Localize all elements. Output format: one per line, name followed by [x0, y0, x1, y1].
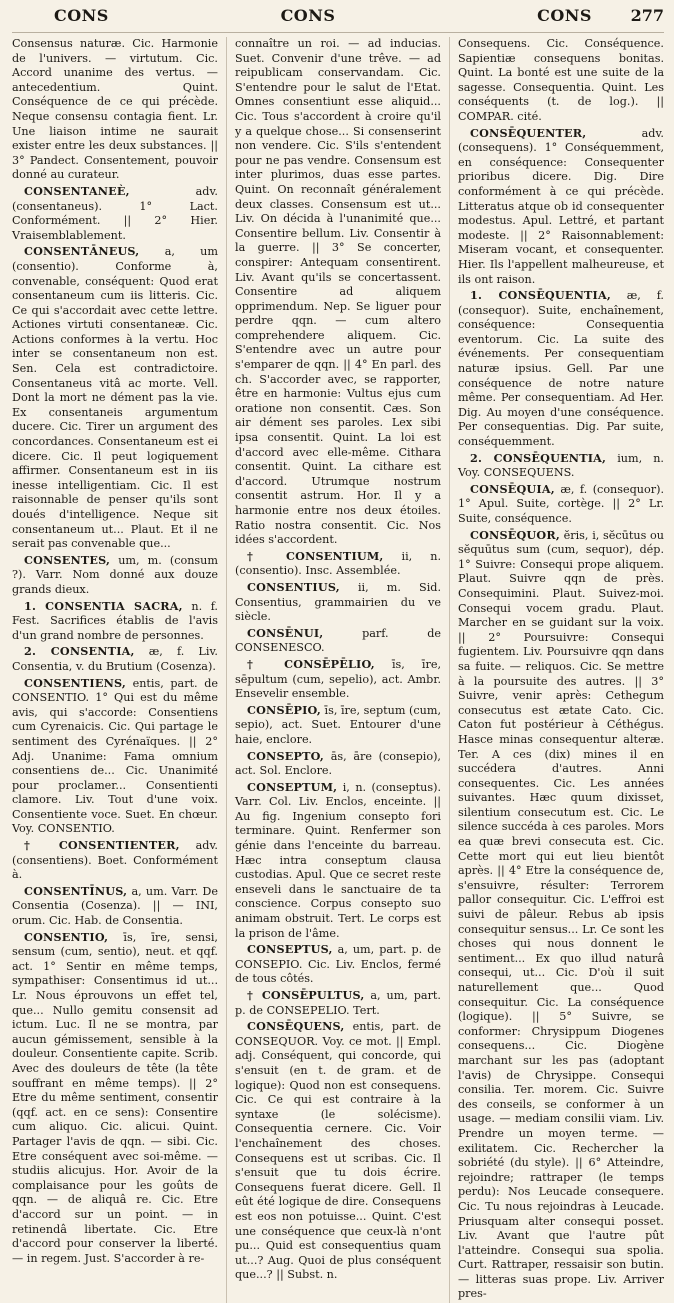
entry-text: a, um, part. p. de CONSEPELIO. Tert.	[235, 989, 441, 1017]
entry-headword: CONSĒPIO,	[247, 702, 321, 717]
dictionary-entry	[235, 703, 441, 748]
entry-text: n. f. Fest. Sacrifices établis de l'avis d'un grand nombre de personnes.	[12, 599, 218, 642]
entry-text: æ, f. (consequor). Suite, enchaînement, conséquence: Consequentia eventorum. Cic. La suite des événements. Per consequentiam naturæ ipsius. Gell. Par une conséquence de notre nature même. Per consequentiam. Ad Her. Dig. Au moyen d'une conséquence. Per consequentias. Dig. Par suite, conséquemment.	[458, 289, 664, 449]
dictionary-entry	[235, 988, 441, 1018]
dictionary-entry	[458, 451, 664, 481]
dictionary-entry	[458, 37, 664, 125]
entry-headword: CONSĒQUIA,	[470, 481, 555, 496]
column-3	[449, 37, 664, 1303]
entry-headword: † CONSENTIENTER,	[24, 838, 180, 853]
text-columns	[12, 33, 664, 1303]
page-number: 277	[630, 6, 664, 25]
entry-text: parf. de CONSENESCO.	[235, 626, 441, 655]
entry-text: a, um (consentio). Conforme à, convenable, conséquent: Quod erat consentaneum cum iis litteris. Cic. Ce qui s'accordait avec cette lettre. Actiones virtuti consentaneæ. Cic. Actions conformes à la vertu. Hoc inter se consentaneum non est. Sen. Cela est contradictoire. Consentaneus vitâ ac morte. Vell. Dont la mort ne dément pas la vie. Ex consentaneis argumentum ducere. Cic. Tirer un argument des concordances. Consentaneum est ei dicere. Cic. Il peut logiquement affirmer. Consentaneum est in iis inesse intelligentiam. Cic. Il est raisonnable de penser qu'ils sont doués d'intelligence. Neque sit consentaneum ut... Plaut. Et il ne serait pas convenable que...	[12, 245, 218, 551]
guide-word-center: CONS	[280, 6, 336, 25]
entry-text: adv. (consentaneus). 1° Lact. Conformément. || 2° Hier. Vraisemblablement.	[12, 184, 218, 242]
dictionary-entry	[12, 676, 218, 838]
dictionary-entry	[12, 838, 218, 883]
entry-headword: 2. CONSĒQUENTIA,	[470, 450, 607, 465]
dictionary-entry	[458, 482, 664, 527]
entry-headword: † CONSENTIUM,	[247, 548, 384, 563]
guide-word-left: CONS	[54, 6, 109, 25]
entry-headword: CONSENTIENS,	[24, 675, 126, 690]
dictionary-entry	[235, 626, 441, 656]
guide-word-right: CONS	[537, 6, 592, 25]
entry-text: adv. (consequens). 1° Conséquemment, en conséquence: Consequenter prioribus dicere. Dig. Dire conformément à ce qui précède. Litteratus atque ob id consequenter modestus. Apul. Lettré, et partant modeste. || 2° Raisonnablement: Miseram vocant, et consequenter. Hier. Ils l'appellent malheureuse, et ils ont raison.	[458, 126, 664, 286]
entry-headword: 2. CONSENTIA,	[24, 644, 135, 659]
dictionary-entry	[235, 942, 441, 987]
entry-headword: CONSENTES,	[24, 552, 111, 567]
entry-headword: † CONSĒPULTUS,	[247, 988, 365, 1002]
entry-text: ii, n. (consentio). Insc. Assemblée.	[235, 549, 441, 578]
entry-text: ās, āre (consepio), act. Sol. Enclore.	[235, 749, 441, 778]
entry-text: ĕris, i, sĕcūtus ou sĕquūtus sum (cum, sequor), dép. 1° Suivre: Consequi prope aliquem. Plaut. Suivre qqn de près. Consequimini. Plaut. Suivez-moi. Consequi vocem gradu. Plaut. Marcher en se guidant sur la voix. || 2° Poursuivre: Consequi fugientem. Liv. Poursuivre qqn dans sa fuite. — reliquos. Cic. Se mettre à la poursuite des autres. || 3° Suivre, venir après: Cethegum consecutus est ætate Cato. Cic. Caton fut postérieur à Céthégus. Hasce minas consequentur alteræ. Ter. A ces (dix) mines il en succédera d'autres. Anni consequentes. Cic. Les années suivantes. Hæc quum dixisset, silentium consecutum est. Cic. Le silence succéda à ces paroles. Mors ea quæ brevi consecuta est. Cic. Cette mort qui eut lieu bientôt après. || 4° Etre la conséquence de, s'ensuivre, résulter: Terrorem pallor consequitur. Cic. L'effroi est suivi de pâleur. Rebus ab ipsis consequitur sensus... Lr. Ce sont les choses qui nous donnent le sentiment... Ex quo illud naturâ consequi, ut... Cic. D'où il suit naturellement que... Quod consequitur. Cic. La conséquence (logique). || 5° Suivre, se conformer: Chrysippum Diogenes consequens... Cic. Diogène marchant sur les pas (adoptant l'avis) de Chrysippe. Consequi consilia. Ter. morem. Cic. Suivre des conseils, se conformer à un usage. — mediam consilii viam. Liv. Prendre un moyen terme. — exilitatem. Cic. Rechercher la sobriété (du style). || 6° Atteindre, rejoindre; rattraper (le temps perdu): Nos Leucade consequere. Cic. Tu nous rejoindras à Leucade. Priusquam alter consequi posset. Liv. Avant que l'autre pût l'atteindre. Consequi sua spolia. Curt. Rattraper, ressaisir son butin. — litteras suas prope. Liv. Arriver pres-	[458, 528, 664, 1301]
entry-text: īs, īre, septum (cum, sepio), act. Suet. Entourer d'une haie, enclore.	[235, 703, 442, 746]
entry-text: connaître un roi. — ad inducias. Suet. Convenir d'une trêve. — ad reipublicam conservandam. Cic. S'entendre pour le salut de l'Etat. Omnes consentiunt esse aliquid... Cic. Tous s'accordent à croire qu'il y a quelque chose... Si consenserint non vendere. Cic. S'ils s'entendent pour ne pas vendre. Consensum est inter plurimos, duas esse partes. Quint. On reconnaît généralement deux classes. Consensum est ut... Liv. On décida à l'unanimité que... Consentire bellum. Liv. Consentir à la guerre. || 3° Se concerter, conspirer: Antequam consentirent. Liv. Avant qu'ils se concertassent. Consentire ad aliquem opprimendum. Nep. Se liguer pour perdre qqn. — cum altero comprehendere aliquem. Cic. S'entendre avec un autre pour s'emparer de qqn. || 4° En parl. des ch. S'accorder avec, se rapporter, être en harmonie: Vultus ejus cum oratione non consentit. Cæs. Son air dément ses paroles. Lex sibi ipsa consentit. Quint. La loi est d'accord avec elle-même. Cithara consentit. Quint. La cithare est d'accord. Utrumque nostrum consentit astrum. Hor. Il y a harmonie entre nos deux étoiles. Ratio nostra consentit. Cic. Nos idées s'accordent.	[235, 37, 441, 547]
dictionary-entry	[235, 780, 441, 942]
dictionary-entry	[12, 599, 218, 644]
entry-headword: CONSEPTO,	[247, 748, 325, 763]
entry-text: a, um. Varr. De Consentia (Cosenza). || — INI, orum. Cic. Hab. de Consentia.	[12, 884, 218, 928]
dictionary-entry	[458, 288, 664, 450]
dictionary-entry	[458, 528, 664, 1302]
dictionary-entry	[12, 244, 218, 551]
entry-headword: CONSENTIO,	[24, 929, 109, 944]
entry-headword: CONSENTIUS,	[247, 579, 340, 594]
running-header	[12, 6, 664, 33]
entry-text: ii, m. Sid. Consentius, grammairien du ve siècle.	[235, 580, 442, 624]
entry-headword: 1. CONSENTIA SACRA,	[24, 598, 183, 613]
entry-text: um, m. (consum ?). Varr. Nom donné aux douze grands dieux.	[12, 553, 218, 596]
entry-text: īs, īre, sēpultum (cum, sepelio), act. Ambr. Ensevelir ensemble.	[235, 657, 441, 701]
dictionary-entry	[235, 580, 441, 625]
entry-text: entis, part. de CONSEQUOR. Voy. ce mot. || Empl. adj. Conséquent, qui concorde, qui s'ensuit (en t. de gram. et de logique): Quod non est consequens. Cic. Ce qui est contraire à la syntaxe (le solécisme). Consequentia cernere. Cic. Voir l'enchaînement des choses. Consequens est ut scribas. Cic. Il s'ensuit que tu dois écrire. Consequens fuerat dicere. Gell. Il eût été logique de dire. Consequens est eos non potuisse... Quint. C'est une conséquence que ceux-là n'ont pu... Quid est consequentius quam ut...? Aug. Quoi de plus conséquent que...? || Subst. n.	[235, 1020, 441, 1282]
entry-text: i, n. (conseptus). Varr. Col. Liv. Enclos, enceinte. || Au fig. Ingenium consepto fori terminare. Quint. Renfermer son génie dans l'enceinte du barreau. Hæc intra conseptum clausa custodias. Apul. Que ce secret reste enseveli dans le sanctuaire de ta conscience. Corpus consepto suo animam obstruit. Tert. Le corps est la prison de l'âme.	[235, 780, 442, 940]
entry-headword: CONSĒQUOR,	[470, 527, 560, 542]
column-1	[12, 37, 218, 1303]
entry-text: a, um, part. p. de CONSEPIO. Cic. Liv. Enclos, fermé de tous côtés.	[235, 943, 441, 986]
dictionary-entry	[235, 1019, 441, 1283]
dictionary-entry	[12, 553, 218, 598]
entry-text: Consequens. Cic. Conséquence. Sapientiæ consequens bonitas. Quint. La bonté est une suite de la sagesse. Consequentia. Quint. Les conséquents (t. de log.). || COMPAR. cité.	[458, 37, 664, 123]
entry-headword: CONSĒNUI,	[247, 625, 324, 640]
entry-headword: CONSENTANEÈ,	[24, 183, 130, 198]
entry-headword: CONSĒQUENTER,	[470, 125, 587, 140]
entry-headword: CONSEPTUS,	[247, 942, 333, 957]
entry-headword: CONSENTĀNEUS,	[24, 244, 140, 259]
dictionary-entry	[235, 37, 441, 548]
column-2	[226, 37, 441, 1303]
entry-headword: CONSĒQUENS,	[247, 1019, 345, 1034]
entry-headword: CONSEPTUM,	[247, 779, 338, 794]
entry-text: Consensus naturæ. Cic. Harmonie de l'univers. — virtutum. Cic. Accord unanime des vertus. — antecedentium. Quint. Conséquence de ce qui précède. Neque consensu contagia fient. Lr. Une liaison intime ne saurait exister entre les deux substances. || 3° Pandect. Consentement, pouvoir donné au curateur.	[12, 37, 218, 182]
dictionary-entry	[235, 657, 441, 702]
dictionary-entry	[235, 549, 441, 579]
dictionary-entry	[12, 184, 218, 243]
entry-text: ium, n. Voy. CONSEQUENS.	[458, 451, 664, 480]
dictionary-entry	[458, 126, 664, 288]
entry-headword: † CONSĒPĒLIO,	[247, 656, 375, 671]
dictionary-entry	[12, 930, 218, 1267]
entry-headword: CONSENTĪNUS,	[24, 883, 128, 898]
entry-text: adv. (consentiens). Boet. Conformément à.	[12, 839, 218, 882]
dictionary-entry	[12, 37, 218, 183]
dictionary-entry	[235, 749, 441, 779]
dictionary-entry	[12, 644, 218, 674]
entry-text: æ, f. Liv. Consentia, v. du Brutium (Cosenza).	[12, 645, 218, 673]
entry-text: æ, f. (consequor). 1° Apul. Suite, cortège. || 2° Lr. Suite, conséquence.	[458, 482, 664, 525]
dictionary-entry	[12, 884, 218, 929]
entry-headword: 1. CONSĒQUENTIA,	[470, 288, 611, 303]
entry-text: īs, īre, sensi, sensum (cum, sentio), neut. et qqf. act. 1° Sentir en même temps, sympathiser: Consentimus id ut... Lr. Nous éprouvons un effet tel, que... Nullo gemitu consensit ad ictum. Luc. Il ne se montra, par aucun gémissement, sensible à la douleur. Consentiente capite. Scrib. Avec des douleurs de tête (la tête souffrant en même temps). || 2° Etre du même sentiment, consentir (qqf. act. en ce sens): Consentire cum aliquo. Cic. alicui. Quint. Partager l'avis de qqn. — sibi. Cic. Etre conséquent avec soi-même. — studiis alicujus. Hor. Avoir de la complaisance pour les goûts de qqn. — de aliquâ re. Cic. Etre d'accord sur un point. — in retinendâ libertate. Cic. Etre d'accord pour conserver la liberté. — in regem. Just. S'accorder à re-	[12, 930, 218, 1265]
entry-text: entis, part. de CONSENTIO. 1° Qui est du même avis, qui s'accorde: Consentiens cum Cyrenaicis. Cic. Qui partage le sentiment des Cyrénaïques. || 2° Adj. Unanime: Fama omnium consentiens de... Cic. Unanimité pour proclamer... Consentienti clamore. Liv. Tout d'une voix. Consentiente voce. Suet. En chœur. Voy. CONSENTIO.	[12, 676, 218, 836]
